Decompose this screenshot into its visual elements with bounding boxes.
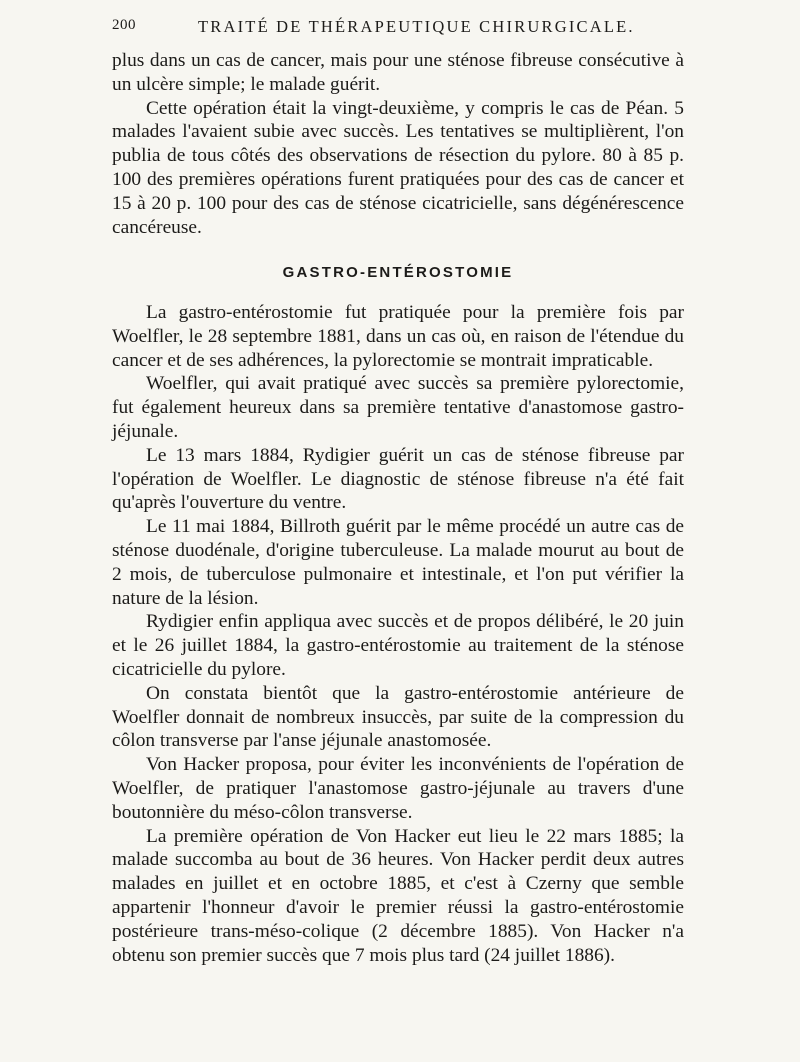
- paragraph: Cette opération était la vingt-deuxième, y compris le cas de Péan. 5 malades l'avaient subie avec succès. Les tentatives se multiplièrent, l'on publia de tous côtés des observations de résection du pylore. 80 à 85 p. 100 des premières opérations furent pratiquées pour des cas de cancer et 15 à 20 p. 100 pour des cas de sténose cicatricielle, sans dégénérescence cancéreuse.: [112, 97, 684, 238]
- paragraph: La première opération de Von Hacker eut lieu le 22 mars 1885; la malade succomba au bout de 36 heures. Von Hacker perdit deux autres malades en juillet et en octobre 1885, et c'est à Czerny que semble appartenir l'honneur d'avoir le premier réussi la gastro-entérostomie postérieure trans-méso-colique (2 décembre 1885). Von Hacker n'a obtenu son premier succès que 7 mois plus tard (24 juillet 1886).: [112, 825, 684, 966]
- paragraph: Le 11 mai 1884, Billroth guérit par le même procédé un autre cas de sténose duodénale, d'origine tuberculeuse. La malade mourut au bout de 2 mois, de tuberculose pulmonaire et intestinale, et l'on put vérifier la nature de la lésion.: [112, 516, 684, 609]
- section-heading: GASTRO-ENTÉROSTOMIE: [282, 264, 514, 281]
- paragraph: La gastro-entérostomie fut pratiquée pour la première fois par Woelfler, le 28 septembre 1881, dans un cas où, en raison de l'étendue du cancer et de ses adhérences, la pylorectomie se montrait impraticable.: [112, 302, 684, 371]
- paragraph: Le 13 mars 1884, Rydigier guérit un cas de sténose fibreuse par l'opération de Woelfler. Le diagnostic de sténose fibreuse n'a été fait qu'après l'ouverture du ventre.: [112, 444, 684, 514]
- paragraph: Rydigier enfin appliqua avec succès et de propos délibéré, le 20 juin et le 26 juillet 1884, la gastro-entérostomie au traitement de la sténose cicatricielle du pylore.: [112, 611, 684, 680]
- page-number: 200: [112, 17, 136, 33]
- section-body: [112, 301, 684, 967]
- paragraph: Woelfler, qui avait pratiqué avec succès sa première pylorectomie, fut également heureux dans sa première tentative d'anastomose gastro-jéjunale.: [112, 373, 684, 442]
- paragraph: plus dans un cas de cancer, mais pour une sténose fibreuse consécutive à un ulcère simple; le malade guérit.: [112, 50, 684, 95]
- running-head: [112, 17, 684, 41]
- paragraph: Von Hacker proposa, pour éviter les inconvénients de l'opération de Woelfler, de pratiquer l'anastomose gastro-jéjunale au travers d'une boutonnière du méso-côlon transverse.: [112, 754, 684, 823]
- running-title: TRAITÉ DE THÉRAPEUTIQUE CHIRURGICALE.: [198, 17, 635, 36]
- paragraph: On constata bientôt que la gastro-entérostomie antérieure de Woelfler donnait de nombreux insuccès, par suite de la compression du côlon transverse par l'anse jéjunale anastomosée.: [112, 682, 684, 752]
- intro-text: [112, 49, 684, 239]
